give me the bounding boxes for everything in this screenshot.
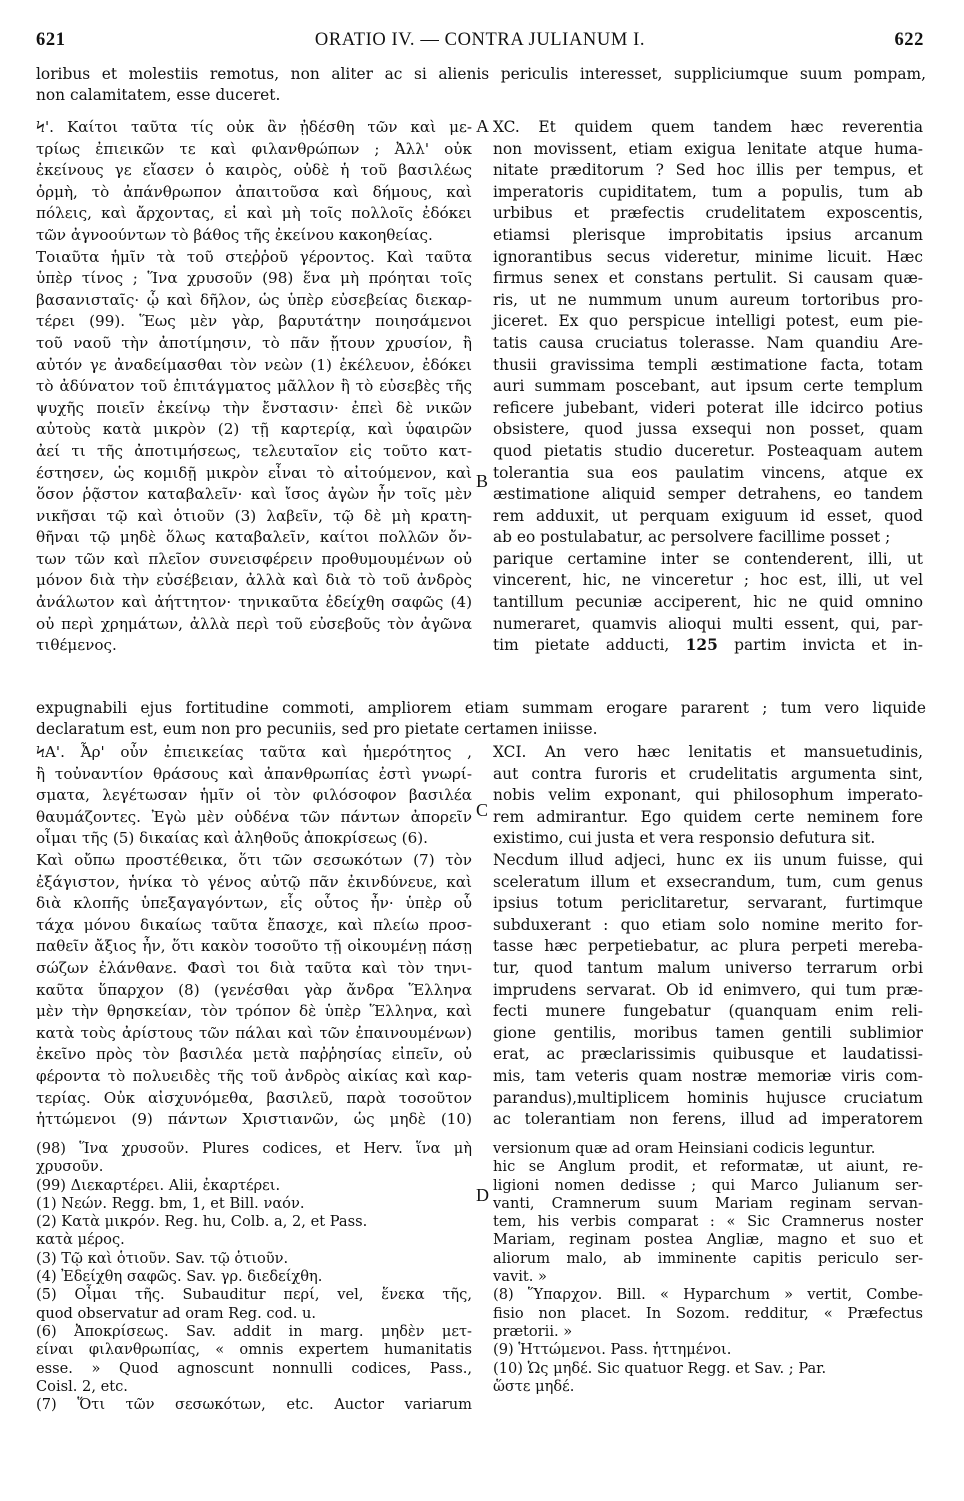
text-line: XC. Et quidem quem tandem hæc reverentia — [493, 118, 923, 136]
text-line: (1) Νεών. Regg. bm, 1, et Bill. ναόν. — [36, 1194, 305, 1212]
text-line: versionum quæ ad oram Heinsiani codicis leguntur. — [493, 1140, 876, 1157]
page-number-left: 621 — [36, 30, 66, 50]
text-line: ἐξάγιστον, ἡνίκα τὸ γένος αὐτῷ πᾶν ἐκινδύνευε, καὶ — [36, 872, 472, 891]
text-line: tasse hæc perpetiebatur, ac plura perpeti mereba- — [493, 937, 923, 956]
text-line: (98) Ἵνα χρυσοῦν. Plures codices, et Herv. ἵνα μὴ — [36, 1140, 472, 1157]
text-line: κατὰ τοὺς ἀρίστους τῶν πάλαι καὶ τῶν ἐπαινουμένων) — [36, 1023, 472, 1042]
column-page-number: 125 — [685, 636, 718, 655]
footnotes-right — [493, 1140, 923, 1396]
text-line: existimo, cui justa et vera responsio defutura sit. — [493, 829, 876, 848]
text-line: σώζων ἐλάνθανε. Φασὶ τοι διὰ ταῦτα καὶ τὸν τηνι- — [36, 958, 472, 977]
text-line: ligioni nomen dedisse ; qui Marco Julianum ser- — [493, 1176, 923, 1194]
text-line: ac tolerantiam non ferens, illud ad imperatorem — [493, 1110, 923, 1129]
text-line: tem, his verbis comparat : « Sic Cramnerus noster — [493, 1213, 923, 1231]
full-line: expugnabili ejus fortitudine commoti, ampliorem etiam summam erogare pararent ; tum vero liquide — [36, 699, 926, 717]
text-line: ab eo postulabatur, ac persolvere facillime posset ; — [493, 528, 891, 547]
text-line: ἡττώμενοι (9) πάντων Χριστιανῶν, ὡς μηδὲ (10) — [36, 1110, 472, 1129]
text-line: (8) Ὕπαρχον. Bill. « Hyparchum » vertit, Combe- — [493, 1286, 923, 1304]
text-line: ἢ τοὐναντίον θράσους καὶ ἀπανθρωπίας ἐστὶ γνωρί- — [36, 764, 472, 783]
full-width-paragraph — [36, 698, 926, 740]
text-line: etiamsi plerisque improbitatis ipsius arcanum — [493, 225, 923, 244]
text-line: nobis velim exponant, qui philosophum imperato- — [493, 786, 923, 805]
text-line: (10) Ὡς μηδέ. Sic quatuor Regg. et Sav. ; Par. — [493, 1359, 827, 1377]
text-line: φέροντα τὸ πολυειδὲς τῆς τοῦ ἀνδρὸς αἰκίας καὶ καρ- — [36, 1066, 472, 1085]
footnotes-left — [36, 1140, 472, 1414]
text-line: (7) Ὅτι τῶν σεσωκότων, etc. Auctor variarum — [36, 1396, 472, 1414]
text-line: (4) Ἐδείχθη σαφῶς. Sav. γρ. διεδείχθη. — [36, 1268, 323, 1286]
text-line: hic se Anglum prodit, et reformatæ, ut aiunt, re- — [493, 1158, 923, 1176]
text-line: ψυχῆς ποιεῖν ἐκείνῳ τὴν ἔνστασιν· ἐπεὶ δὲ νικῶν — [36, 398, 472, 417]
text-line: βασανισταῖς· ᾧ καὶ δῆλον, ὡς ὑπὲρ εὐσεβείας διεκαρ- — [36, 290, 472, 309]
text-line: είναι φιλανθρωπίας, « omnis expertem humanitatis — [36, 1341, 472, 1359]
text-line: οἶμαι τῆς (5) δικαίας καὶ ἀληθοῦς ἀποκρίσεως (6). — [36, 829, 428, 848]
text-line: tolerantia sua eos paulatim vincens, atque ex — [493, 463, 923, 482]
text-line: fisio non placet. In Sozom. redditur, « Præfectus — [493, 1304, 923, 1322]
text-line: ris, ut ne nummum unum aureum tortoribus pro- — [493, 290, 923, 309]
text-line: ὅσον ῥᾷστον καταβαλεῖν· καὶ ἴσος ἀγὼν ἦν τοῖς μὲν — [36, 485, 472, 504]
text-line: esse. » Quod agnoscunt nonnulli codices, Pass., — [36, 1359, 472, 1377]
text-line: σματα, λεγέτωσαν ἡμῖν οἱ τὸν φιλόσοφον βασιλέα — [36, 786, 472, 805]
latin-text: tim pietate adducti, — [493, 636, 670, 655]
text-line: ἀνάλωτον καὶ ἀήττητον· τηνικαῦτα ἐδείχθη σαφῶς (4) — [36, 593, 472, 612]
text-line: imprudens servarat. Ob id enimvero, qui tum præ- — [493, 980, 923, 999]
text-line: subduxerant : quo etiam solo nomine merito for- — [493, 915, 923, 934]
text-line: μόνον διὰ τὴν εὐσέβειαν, ἀλλὰ καὶ διὰ τὸ τοῦ ἀνδρὸς — [36, 571, 472, 590]
intro-paragraph — [36, 64, 926, 106]
text-line: οὐ περὶ χρημάτων, ἀλλὰ περὶ τοῦ εὐσεβοῦς τὸν ἀγῶνα — [36, 614, 472, 633]
running-header — [36, 30, 924, 56]
text-line: αὐτοὺς κατὰ μικρὸν (2) τῇ καρτερίᾳ, καὶ ὑφαιρῶν — [36, 420, 472, 439]
latin-last-line — [493, 635, 923, 657]
text-line: aliorum malo, ab imminente capitis periculo ser- — [493, 1249, 923, 1267]
text-line: ἐκείνους γε εἴασεν ὁ καιρὸς, οὐδὲ ἡ τοῦ βασιλέως — [36, 161, 472, 180]
text-line: έστησεν, ὡς κομιδῇ μικρὸν εἶναι τὸ αἰτούμενον, καὶ — [36, 463, 472, 482]
text-line: prætorii. » — [493, 1322, 573, 1340]
text-line: vincerent, hic, ne vinceretur ; hoc est, illi, ut vel — [493, 571, 923, 590]
text-line: rem adduxit, ut perquam exiguum id esset, quod — [493, 506, 923, 525]
text-line: tur, quod tantum malum universo terrarum orbi — [493, 958, 923, 977]
text-line: ipsius totum periclitaretur, servarant, furtimque — [493, 894, 923, 913]
text-line: ὁρμὴ, τὸ ἀπάνθρωπον ἀπαιτοῦσα καὶ δήμους, καὶ — [36, 182, 472, 201]
latin-column-section-1 — [493, 117, 923, 657]
margin-letter-b: B — [476, 471, 489, 491]
text-line: ὥστε μηδέ. — [493, 1377, 575, 1395]
greek-column-section-2 — [36, 742, 472, 1131]
text-line: Ϟ'. Καίτοι ταῦτα τίς οὐκ ἂν ᾐδέσθη τῶν καὶ με- — [36, 118, 472, 136]
text-line: Necdum illud adjeci, hunc ex iis unum fuisse, qui — [493, 850, 923, 869]
text-line: (2) Κατὰ μικρόν. Reg. hu, Colb. a, 2, et Pass. — [36, 1213, 368, 1231]
text-line: (99) Διεκαρτέρει. Alii, ἐκαρτέρει. — [36, 1176, 281, 1194]
text-line: vavit. » — [493, 1268, 547, 1286]
page-number-right: 622 — [894, 30, 924, 50]
text-line: (5) Οἶμαι τῆς. Subauditur περί, vel, ἕνεκα τῆς, — [36, 1286, 472, 1304]
intro-line: non calamitatem, esse duceret. — [36, 86, 281, 104]
text-line: κατὰ μέρος. — [36, 1231, 125, 1249]
text-line: vanti, Cramnerum suum Mariam reginam servan- — [493, 1194, 923, 1212]
text-line: numeraret, quamvis alioqui multi essent, qui, par- — [493, 614, 923, 633]
text-line: νικῆσαι τῷ καὶ ὁτιοῦν (3) λαβεῖν, τῷ δὲ μὴ κρατη- — [36, 506, 472, 525]
text-line: Mariam, reginam postea Angliæ, magno et suo et — [493, 1231, 923, 1249]
text-line: parandus),multiplicem hominis hujusce cruciatum — [493, 1088, 923, 1107]
text-line: θαυμάζοντες. Ἐγὼ μὲν οὐδένα τῶν πάντων ἀπορεῖν — [36, 807, 472, 826]
text-line: thusii gravissima templi æstimatione facta, totam — [493, 355, 923, 374]
latin-lines — [493, 117, 923, 635]
text-line: tatis causa cruciatus tolerasse. Nam quandiu Are- — [493, 333, 923, 352]
text-line: τῶν ἀγνοούντων τὸ βάθος τῆς ἐκείνου κακοηθείας. — [36, 225, 433, 244]
text-line: XCI. An vero hæc lenitatis et mansuetudinis, — [493, 743, 923, 761]
text-line: erat, ac præclarissimis quibusque et laudatissi- — [493, 1045, 923, 1064]
text-line: τάχα μόνου δικαίως ταῦτα ἔπασχε, καὶ πλείω προσ- — [36, 915, 472, 934]
text-line: tantillum pecuniæ acciperent, hic ne quid omnino — [493, 593, 923, 612]
text-line: Τοιαῦτα ἡμῖν τὰ τοῦ στεῤῥοῦ γέροντος. Καὶ ταῦτα — [36, 247, 472, 266]
margin-letter-a: A — [476, 116, 489, 136]
text-line: παθεῖν ἄξιος ἦν, ὅτι κακὸν τοσοῦτο τῇ οἰκουμένῃ πάσῃ — [36, 937, 472, 956]
text-line: quod observatur ad oram Reg. cod. u. — [36, 1304, 317, 1322]
text-line: quod pietatis studio duceretur. Posteaquam autem — [493, 441, 923, 460]
text-line: mis, tam veteris quam nostræ memoriæ viris com- — [493, 1066, 923, 1085]
text-line: ignorantibus secus videretur, minime licuit. Hæc — [493, 247, 923, 266]
text-line: gione gentilis, moribus tamen gentili sublimior — [493, 1023, 923, 1042]
text-line: ἀεί τι τῆς ἀποτιμήσεως, τελευταῖον εἰς τοῦτο κατ- — [36, 441, 472, 460]
text-line: reficere jubebant, videri poterat ille idcirco potius — [493, 398, 923, 417]
text-line: non movissent, etiam exigua lenitate atque huma- — [493, 139, 923, 158]
text-line: Coisl. 2, etc. — [36, 1377, 128, 1395]
text-line: ὑπὲρ τίνος ; Ἵνα χρυσοῦν (98) ἕνα μὴ πρόηται τοῖς — [36, 269, 472, 288]
text-line: τοῦ ναοῦ τὴν ἀποτίμησιν, τὸ πᾶν ᾔτουν χρυσίον, ἢ — [36, 333, 472, 352]
text-line: τὸ ἀδύνατον τοῦ ἐπιτάγματος μᾶλλον ἢ τὸ εὐσεβὲς τῆς — [36, 377, 472, 396]
text-line: θῆναι τῷ μηδὲ ὅλως καταβαλεῖν, καίτοι πολλῶν ὄν- — [36, 528, 472, 547]
text-line: (6) Ἀποκρίσεως. Sav. addit in marg. μηδὲν μετ- — [36, 1322, 472, 1340]
text-line: αὐτόν γε ἀναδείμασθαι τὸν νεὼν (1) ἐκέλευον, ἐδόκει — [36, 355, 472, 374]
text-line: τρίως ἐπιεικῶν τε καὶ φιλανθρώπων ; Ἀλλ' οὐκ — [36, 139, 472, 158]
text-line: sceleratum illum et exsecrandum, tum, cum genus — [493, 872, 923, 891]
text-line: τέρει (99). Ἕως μὲν γὰρ, βαρυτάτην ποιησάμενοι — [36, 312, 472, 331]
intro-line: loribus et molestiis remotus, non aliter ac si alienis periculis interesset, suppliciumque suum pompam, — [36, 65, 926, 83]
text-line: μὲν τὴν θρησκείαν, τὸν τρόπον δὲ ὑπὲρ Ἕλληνα, καὶ — [36, 1002, 472, 1021]
text-line: nitate præditorum ? Sed hoc illis per tempus, et — [493, 161, 923, 180]
text-line: rem admirantur. Ego quidem certe neminem fore — [493, 807, 923, 826]
greek-column-section-1 — [36, 117, 472, 657]
text-line: fecti munere fungebatur (quanquam enim reli- — [493, 1002, 923, 1021]
text-line: πόλεις, καὶ ἄρχοντας, εἰ καὶ μὴ τοῖς πολλοῖς ἐδόκει — [36, 204, 472, 223]
text-line: jiceret. Ex quo perspicue intelligi potest, eum pie- — [493, 312, 923, 331]
text-line: τερίας. Οὐκ αἰσχυνόμεθα, βασιλεῦ, παρὰ τοσοῦτον — [36, 1088, 472, 1107]
latin-text: partim invicta et in- — [734, 636, 923, 655]
text-line: των τῶν καὶ πλεῖον συνεισφέρειν προθυμουμένων οὐ — [36, 549, 472, 568]
text-line: æstimatione aliquid semper detrahens, eo tandem — [493, 485, 923, 504]
text-line: καῦτα ὕπαρχον (8) (γενέσθαι γὰρ ἄνδρα Ἕλληνα — [36, 980, 472, 999]
text-line: (3) Τῷ καὶ ὁτιοῦν. Sav. τῷ ὁτιοῦν. — [36, 1249, 289, 1267]
full-line: declaratum est, eum non pro pecuniis, sed pro pietate certamen iniisse. — [36, 720, 598, 738]
text-line: aut contra furoris et crudelitatis argumenta sint, — [493, 764, 923, 783]
text-line: διὰ κλοπῆς ὑπεξαγαγόντων, εἷς οὗτος ἦν· ὑπὲρ οὗ — [36, 894, 472, 913]
text-line: ἐκεῖνο πρὸς τὸν βασιλέα μετὰ παῤῥησίας εἰπεῖν, οὐ — [36, 1045, 472, 1064]
text-line: Καὶ οὔπω προστέθεικα, ὅτι τῶν σεσωκότων (7) τὸν — [36, 850, 472, 869]
running-title: ORATIO IV. — CONTRA JULIANUM I. — [314, 30, 646, 50]
text-line: τιθέμενος. — [36, 636, 117, 655]
text-line: urbibus et præfectis crudelitatem exposcentis, — [493, 204, 923, 223]
text-line: χρυσοῦν. — [36, 1158, 104, 1176]
margin-letter-c: C — [476, 800, 489, 820]
margin-letter-d: D — [476, 1185, 489, 1205]
text-line: imperatoris cupiditatem, tum a populis, tum ab — [493, 182, 923, 201]
text-line: auri summam poscebant, aut ipsum certe templum — [493, 377, 923, 396]
text-line: ϞΑ'. Ἆρ' οὖν ἐπιεικείας ταῦτα καὶ ἡμερότητος , — [36, 743, 472, 761]
latin-column-section-2 — [493, 742, 923, 1131]
text-line: obsistere, quod jussa exsequi non posset, quam — [493, 420, 923, 439]
text-line: firmus senex et constans pertulit. Si causam quæ- — [493, 269, 923, 288]
text-line: parique certamine inter se contenderent, illi, ut — [493, 549, 923, 568]
text-line: (9) Ἡττώμενοι. Pass. ἡττημένοι. — [493, 1341, 732, 1359]
